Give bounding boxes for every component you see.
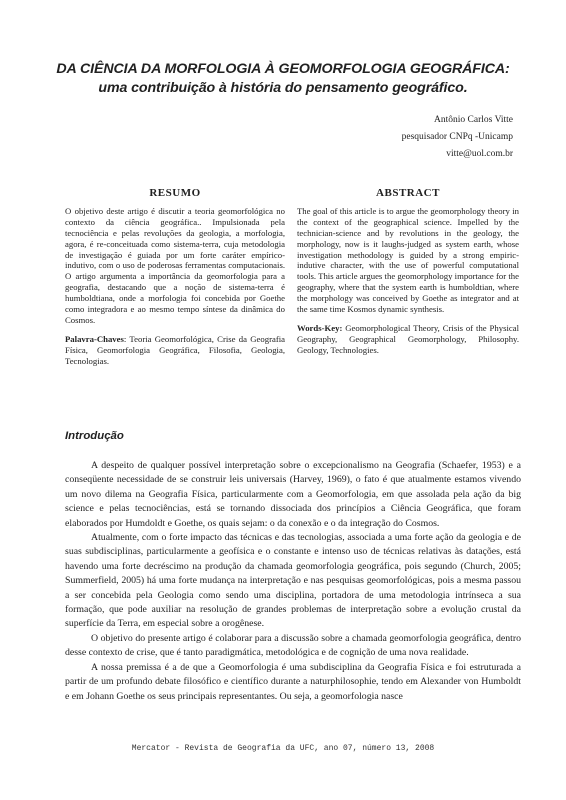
- author-name: Antônio Carlos Vitte: [434, 115, 513, 125]
- abstract-column: [297, 188, 519, 356]
- resumo-text: O objetivo deste artigo é discutir a teoria geomorfológica no contexto da ciência geográfica.. Impulsionada pela tecnociência e pelas revoluções da geologia, a morfologia, agora, é re-conceituada como sistema-terra, cuja metodologia de investigação é guiada por um forte caráter empírico-indutivo, com o uso de poderosas ferramentas computacionais. O artigo argumenta a importância da geomorfologia para a geografia, destacando que a noção de sistema-terra é humboldtiana, onde a morfologia foi concebida por Goethe como integradora e ao mesmo tempo síntese da dinâmica do Cosmos.: [65, 205, 285, 325]
- paragraph-3: O objetivo do presente artigo é colaborar para a discussão sobre a chamada geomorfologia geográfica, dentro desse contexto de crise, que é tanto paradigmática, metodológica e de cognição de uma nova realidade.: [65, 632, 521, 659]
- abstract-keywords-text: Geomorphological Theory, Crisis of the Physical Geography, Geographical Geomorphology, Philosophy. Geology, Technologies.: [297, 322, 519, 355]
- resumo-keywords-text: : Teoria Geomorfológica, Crise da Geografia Física, Geomorfologia Geográfica, Filosofia, Geologia, Tecnologias.: [65, 333, 285, 366]
- section-heading-introducao: Introdução: [65, 430, 124, 442]
- title-line-2: uma contribuição à história do pensamento geográfico.: [98, 80, 468, 96]
- author-affiliation: pesquisador CNPq -Unicamp: [401, 132, 513, 142]
- paragraph-4: A nossa premissa é a de que a Geomorfologia é uma subdisciplina da Geografia Física e foi estruturada a partir de um profundo debate filosófico e científico durante a naturphilosophie, tendo em Alexander von Humboldt e em Johann Goethe os seus principais representantes. Ou seja, a geomorfologia nasce: [65, 661, 521, 702]
- resumo-column: [65, 188, 285, 367]
- paragraph-2: Atualmente, com o forte impacto das técnicas e das tecnologias, associada a uma forte ação da geologia e de suas subdisciplinas, particularmente a geofísica e o constante e intenso uso de técnicas relativas às datações, está havendo uma forte decréscimo na produção da chamada geomorfologia geográfica, pois segundo (Church, 2005; Summerfield, 2005) há uma forte mudança na interpretação e nas pesquisas geomorfológicas, pois a mesma passou a ser concebida pela Geologia como sendo uma disciplina, portadora de uma metodologia intrínseca a sua formação, que pode auxiliar na resolução de grandes problemas de interpretação sobre a evolução crustal da superfície da Terra, em especial sobre a orogênese.: [65, 532, 521, 630]
- introduction-body: [65, 459, 521, 704]
- abstract-text: The goal of this article is to argue the geomorphology theory in the context of the geographical science. Impelled by the technician-science and by revolutions in the geology, the morphology, now is it laughs-judged as system earth, whose investigation methodology is guided by a strong empiric-indutive character, with the use of powerful computational tools. This article argues the geomorphology importance for the geography, where that the system earth is humboldtian, where the morphology was conceived by Goethe as integrator and at the same time Kosmos dynamic synthesis.: [297, 205, 519, 315]
- abstract-keywords-label: Words-Key:: [297, 322, 343, 333]
- resumo-heading: RESUMO: [149, 187, 201, 199]
- paragraph-1: A despeito de qualquer possível interpretação sobre o excepcionalismo na Geografia (Schaefer, 1953) e a conseqüente necessidade de se construir leis universais (Harvey, 1969), o fato é que atualmente estamos vivendo um novo dilema na Geografia Física, particularmente com a Geomorfologia, em que assolada pela ação da big science e pelas tecnociências, está se tornando dissociada dos princípios a Ciência Geográfica, que foram elaborados por Humdoldt e Goethe, os quais sejam: o da conexão e o da integração do Cosmos.: [65, 460, 521, 529]
- page-footer: Mercator - Revista de Geografia da UFC, ano 07, número 13, 2008: [131, 744, 435, 753]
- author-block: [402, 112, 513, 163]
- title-line-1: DA CIÊNCIA DA MORFOLOGIA À GEOMORFOLOGIA GEOGRÁFICA:: [56, 61, 510, 77]
- resumo-keywords: [65, 334, 285, 367]
- resumo-keywords-label: Palavra-Chaves: [65, 333, 124, 344]
- abstract-heading: ABSTRACT: [376, 187, 440, 199]
- article-title: [40, 60, 526, 98]
- abstract-keywords: [297, 323, 519, 356]
- author-email: vitte@uol.com.br: [446, 149, 513, 159]
